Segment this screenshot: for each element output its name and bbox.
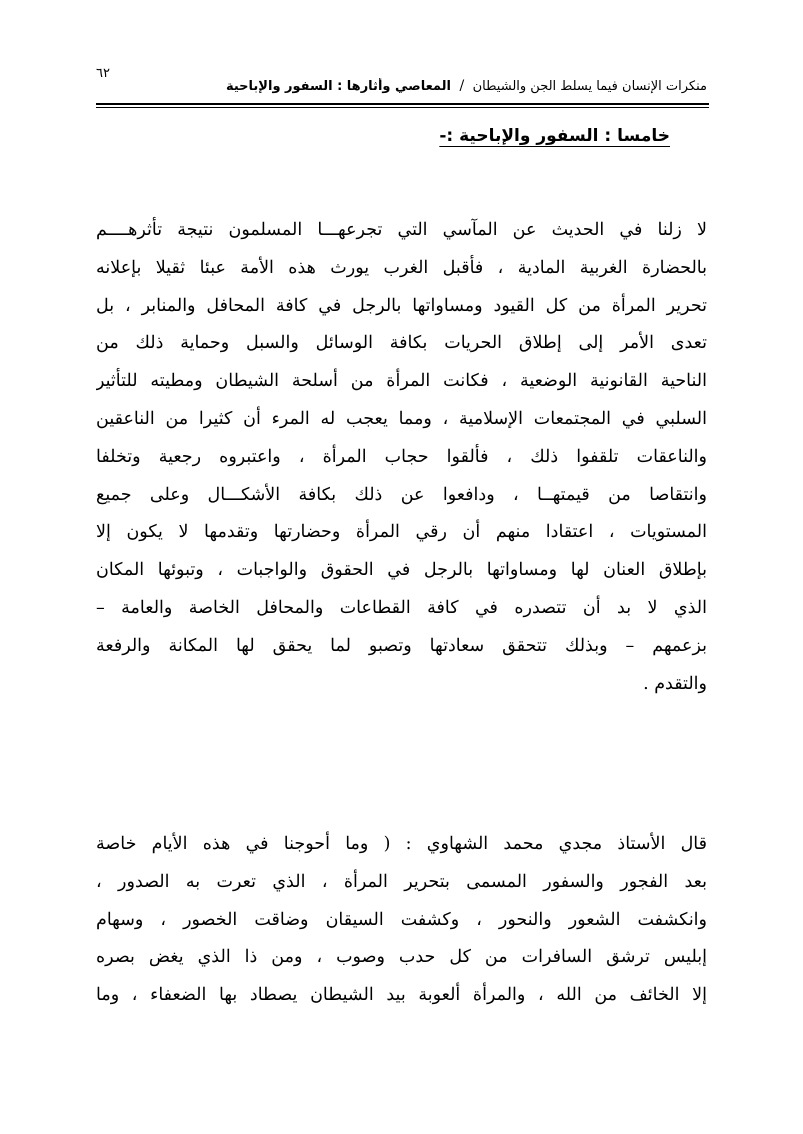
paragraph-2	[96, 826, 707, 1015]
paragraph-line: وانتقاصا من قيمتهــا ، ودافعوا عن ذلك بكافة الأشكـــال وعلى جميع	[96, 484, 707, 505]
section-title: خامسا : السفور والإباحية :-	[439, 126, 670, 146]
header-chapter: المعاصي وأثارها	[346, 79, 451, 94]
paragraph-line: بالحضارة الغربية المادية ، فأقبل الغرب يورث هذه الأمة عبئا ثقيلا بإعلانه	[96, 257, 707, 278]
paragraph-line: بعد الفجور والسفور المسمى بتحرير المرأة ، الذي تعرت به الصدور ،	[96, 871, 707, 892]
paragraph-line: إبليس ترشق السافرات من كل حدب وصوب ، ومن ذا الذي يغض بصره	[96, 947, 707, 968]
paragraph-line: المستويات ، اعتقادا منهم أن رقي المرأة وحضارتها وتقدمها لا يكون إلا	[96, 522, 707, 543]
paragraph-line: لا زلنا في الحديث عن المآسي التي تجرعهـــا المسلمون نتيجة تأثرهــــم	[96, 220, 707, 240]
paragraph-line: والتقدم .	[643, 673, 707, 694]
paragraph-line: بإطلاق العنان لها ومساواتها بالرجل في الحقوق والواجبات ، وتبوئها المكان	[96, 560, 707, 581]
paragraph-line: تعدى الأمر إلى إطلاق الحريات بكافة الوسائل والسبل وحماية ذلك من	[96, 333, 707, 354]
paragraph-line: والناعقات تلقفوا ذلك ، فألقوا حجاب المرأة ، واعتبروه رجعية وتخلفا	[96, 446, 707, 467]
paragraph-line: قال الأستاذ مجدي محمد الشهاوي : ( وما أحوجنا في هذه الأيام خاصة	[96, 834, 707, 854]
header-separator: /	[459, 78, 465, 94]
paragraph-line: إلا الخائف من الله ، والمرأة ألعوبة بيد الشيطان يصطاد بها الضعفاء ، وما	[96, 985, 707, 1006]
running-header	[150, 78, 707, 100]
paragraph-line: وانكشفت الشعور والنحور ، وكشفت السيقان وضاقت الخصور ، وسهام	[96, 909, 707, 930]
paragraph-line: تحرير المرأة من كل القيود ومساواتها بالرجل في كافة المحافل والمنابر ، بل	[96, 295, 707, 316]
paragraph-line: السلبي في المجتمعات الإسلامية ، ومما يعجب له المرء أن كثيرا من الناعقين	[96, 408, 707, 429]
page-number: ٦٢	[96, 66, 110, 81]
header-rule	[96, 103, 709, 108]
header-section: : السفور والإباحية	[225, 79, 343, 94]
header-book-title: منكرات الإنسان فيما يسلط الجن والشيطان	[472, 79, 707, 94]
paragraph-line: الناحية القانونية الوضعية ، فكانت المرأة من أسلحة الشيطان ومطيته للتأثير	[96, 371, 707, 392]
paragraph-line: بزعمهم – وبذلك تتحقق سعادتها وتصبو لما يحقق لها المكانة والرفعة	[96, 635, 707, 656]
paragraph-1	[96, 212, 707, 703]
paragraph-line: الذي لا بد أن تتصدره في كافة القطاعات والمحافل الخاصة والعامة –	[96, 597, 707, 618]
